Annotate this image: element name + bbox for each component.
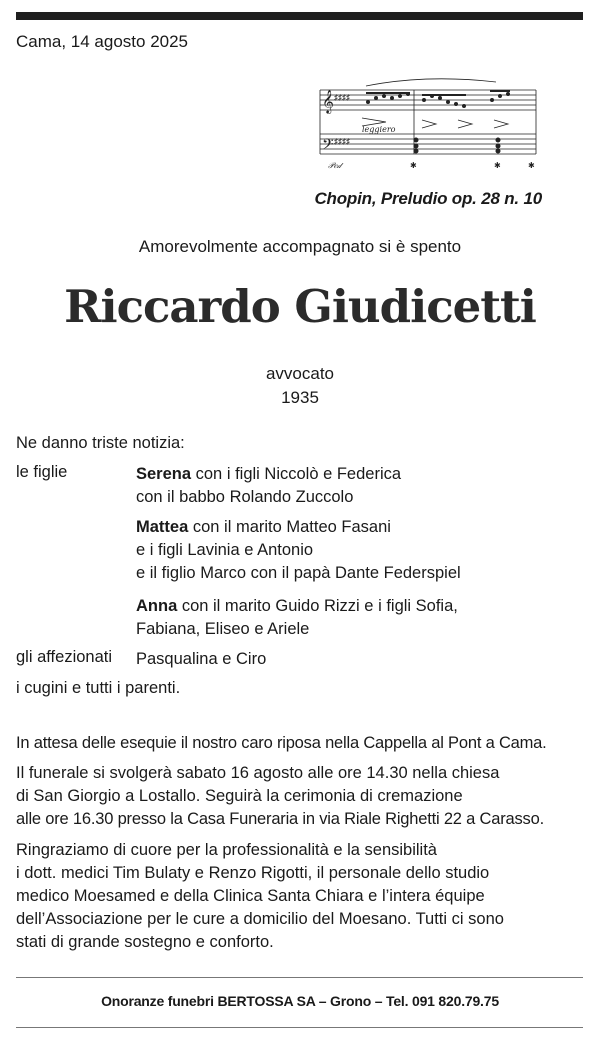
funeral-home-footer: Onoranze funebri BERTOSSA SA – Grono – Tel. 091 820.79.75 xyxy=(101,993,499,1009)
birth-year: 1935 xyxy=(281,388,319,407)
intro-text: Amorevolmente accompagnato si è spento xyxy=(138,237,462,256)
svg-text:𝒫𝑒𝒹: 𝒫𝑒𝒹 xyxy=(328,161,342,170)
svg-text:♯♯♯♯: ♯♯♯♯ xyxy=(334,93,350,102)
music-score-image xyxy=(306,76,544,170)
footer-bottom-rule xyxy=(16,1027,583,1028)
music-caption: Chopin, Preludio op. 28 n. 10 xyxy=(314,189,542,208)
deceased-name: Riccardo Giudicetti xyxy=(64,280,536,333)
affectionate-names: Pasqualina e Ciro xyxy=(136,650,267,668)
daughter-name: Mattea xyxy=(136,518,189,536)
thanks-paragraph: Ringraziamo di cuore per la professionalità e la sensibilità i dott. medici Tim Bulaty e Renzo Rigotti, il personale dello studio medico Moesamed e della Clinica Santa Chiara e l’intera équipe dell’Associazione per le cure a domicilio del Moesano. Tutti ci sono stati di grande sostegno e conforto. xyxy=(16,841,504,951)
top-rule xyxy=(16,12,583,20)
svg-text:✱: ✱ xyxy=(410,161,417,170)
place-date: Cama, 14 agosto 2025 xyxy=(16,32,189,51)
daughter-anna: Anna con il marito Guido Rizzi e i figli Sofia, Fabiana, Eliseo e Ariele xyxy=(136,597,458,638)
relatives-line: i cugini e tutti i parenti. xyxy=(16,679,181,697)
daughter-name: Serena xyxy=(136,465,192,483)
funeral-paragraph: Il funerale si svolgerà sabato 16 agosto alle ore 14.30 nella chiesa di San Giorgio a Lostallo. Seguirà la cerimonia di cremazione alle ore 16.30 presso la Casa Funeraria in via Riale Righetti 22 a Carasso. xyxy=(16,764,544,828)
svg-text:✱: ✱ xyxy=(494,161,501,170)
svg-text:✱: ✱ xyxy=(528,161,535,170)
daughters-label: le figlie xyxy=(16,463,68,481)
daughter-name: Anna xyxy=(136,597,178,615)
wake-paragraph: In attesa delle esequie il nostro caro riposa nella Cappella al Pont a Cama. xyxy=(16,734,547,752)
footer-top-rule xyxy=(16,977,583,978)
score-marking: leggiero xyxy=(362,125,396,134)
svg-text:𝄢: 𝄢 xyxy=(322,136,334,157)
svg-text:♯♯♯♯: ♯♯♯♯ xyxy=(334,137,350,146)
announcement-heading: Ne danno triste notizia: xyxy=(16,434,185,452)
daughter-mattea: Mattea con il marito Matteo Fasani e i figli Lavinia e Antonio e il figlio Marco con il papà Dante Federspiel xyxy=(136,518,461,582)
affectionate-label: gli affezionati xyxy=(16,648,113,666)
svg-text:𝄞: 𝄞 xyxy=(322,89,334,113)
profession: avvocato xyxy=(265,364,335,383)
daughter-serena: Serena con i figli Niccolò e Federica con il babbo Rolando Zuccolo xyxy=(136,465,402,506)
